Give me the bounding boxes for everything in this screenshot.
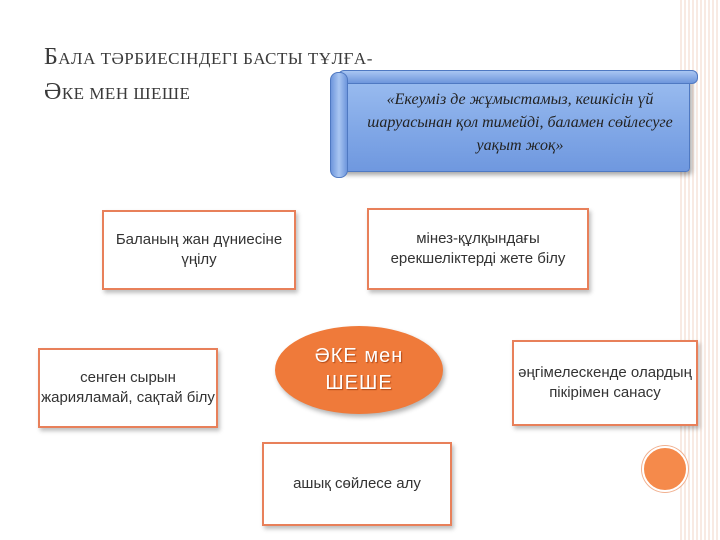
box-character [367, 208, 589, 290]
title-line-1: БАЛА ТӘРБИЕСІНДЕГІ БАСТЫ ТҰЛҒА- [44, 44, 373, 70]
box-soul-text: Баланың жан дүниесіне үңілу [115, 231, 283, 268]
box-open-talk-text: ашық сөйлесе алу [293, 475, 421, 492]
box-secret [38, 348, 218, 428]
quote-scroll [330, 72, 698, 176]
scroll-roll-top [338, 70, 698, 84]
quote-text: «Екеуміз де жұмыстамыз, кешкісін үй шаруасынан қол тимейді, баламен сөйлесуге уақыт жоқ» [367, 91, 673, 154]
box-soul [102, 210, 296, 290]
box-character-text: мінез-құлқындағы ерекшеліктерді жете білу [390, 230, 566, 267]
box-opinion-text: әңгімелескенде олардың пікірімен санасу [518, 364, 692, 401]
scroll-roll-left [330, 72, 348, 178]
box-secret-text: сенген сырын жарияламай, сақтай білу [41, 369, 215, 406]
center-oval [275, 326, 443, 414]
box-open-talk [262, 442, 452, 526]
decorative-circle [642, 446, 688, 492]
box-opinion [512, 340, 698, 426]
center-oval-text: ӘКЕ мен ШЕШЕ [314, 345, 404, 394]
title-line-2: ӘКЕ МЕН ШЕШЕ [44, 79, 191, 105]
